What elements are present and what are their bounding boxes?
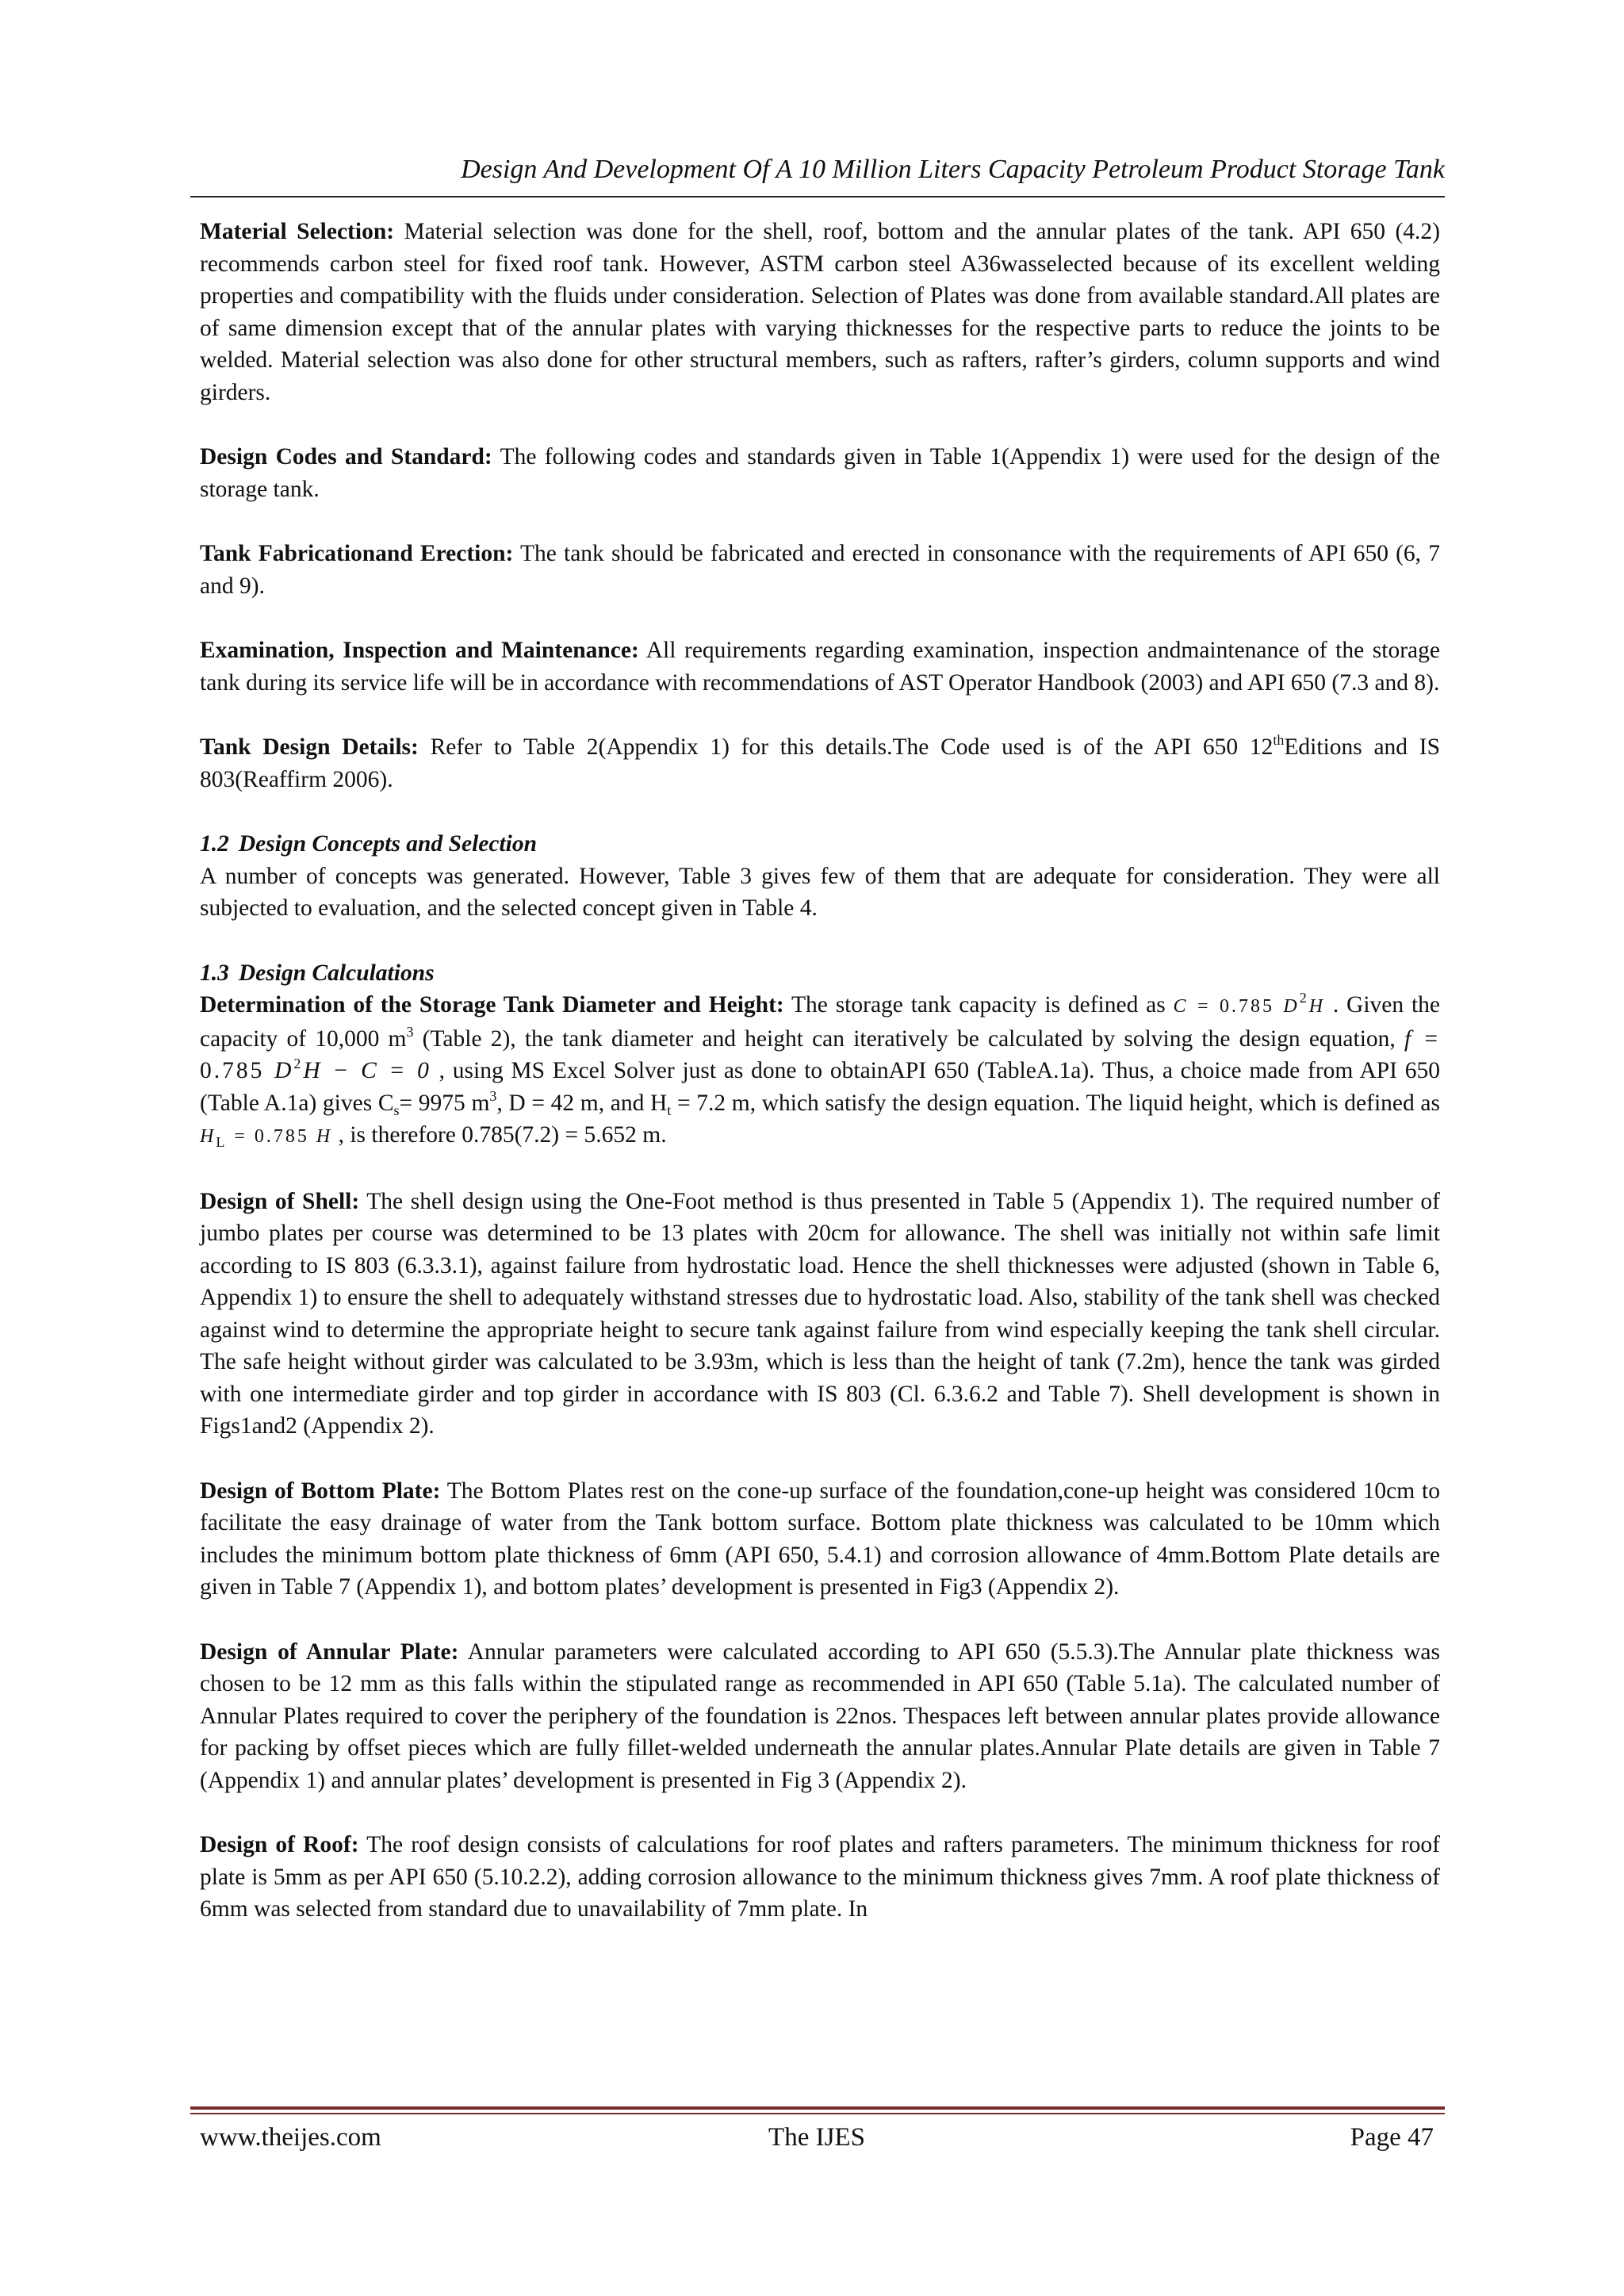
- paragraph-text: . Given the capacity of 10,000 m: [200, 992, 1440, 1052]
- paragraph-tank-fabrication: [200, 538, 1440, 602]
- paragraph-title: Design of Bottom Plate:: [200, 1478, 441, 1504]
- paragraph-title: Design Codes and Standard:: [200, 444, 492, 470]
- subscript: s: [393, 1102, 400, 1118]
- paragraph-text: The storage tank capacity is defined as: [783, 992, 1174, 1018]
- eq-operator: =: [227, 1126, 255, 1147]
- eq-number: 0.785: [254, 1126, 309, 1147]
- paragraph-text: , is therefore 0.785(7.2) = 5.652 m.: [332, 1122, 667, 1148]
- superscript: 3: [406, 1023, 414, 1040]
- paragraph-design-codes: [200, 441, 1440, 505]
- eq-symbol: H: [1308, 996, 1326, 1017]
- paragraph-annular-plate: [200, 1636, 1440, 1797]
- paragraph-text: = 9975 m: [399, 1090, 490, 1116]
- eq-symbol: H: [200, 1126, 216, 1147]
- eq-symbol: f: [1404, 1025, 1414, 1052]
- paragraph-title: Tank Fabricationand Erection:: [200, 541, 514, 566]
- paragraph-text: The shell design using the One-Foot method is thus presented in Table 5 (Appendix 1). The required number of jumbo plates per course was determined to be 13 plates with 20cm for allowance. The shell was initially not within safe limit according to IS 803 (6.3.3.1), against failure from hydrostatic load. Hence the shell thicknesses were adjusted (shown in Table 6, Appendix 1) to ensure the shell to adequately withstand stresses due to hydrostatic load. Also, stability of the tank shell was checked against wind to determine the appropriate height to secure tank against failure from wind especially keeping the tank shell circular. The safe height without girder was calculated to be 3.93m, which is less than the height of tank (7.2m), hence the tank was girded with one intermediate girder and top girder in accordance with IS 803 (Cl. 6.3.6.2 and Table 7). Shell development is shown in Figs1and2 (Appendix 2).: [200, 1188, 1440, 1439]
- eq-rest: H − C = 0: [303, 1058, 431, 1083]
- paragraph-title: Determination of the Storage Tank Diameter and Height:: [200, 992, 784, 1018]
- footer-rule: [190, 2106, 1445, 2110]
- footer-page-number: Page 47: [1350, 2123, 1434, 2152]
- header-rule: [190, 196, 1445, 197]
- paragraph-design-of-roof: [200, 1829, 1440, 1926]
- paragraph-text: The tank should be fabricated and erected in consonance with the requirements of API 650 (6, 7 and 9).: [200, 541, 1440, 599]
- paragraph-text: The Bottom Plates rest on the cone-up surface of the foundation,cone-up height was considered 10cm to facilitate the easy drainage of water from the Tank bottom surface. Bottom plate thickness was calculated to be 10mm which includes the minimum bottom plate thickness of 6mm (API 650, 5.4.1) and corrosion allowance of 4mm.Bottom Plate details are given in Table 7 (Appendix 1), and bottom plates’ development is presented in Fig3 (Appendix 2).: [200, 1478, 1440, 1600]
- eq-number: 0.785: [1219, 996, 1274, 1017]
- subscript: t: [667, 1102, 672, 1118]
- section-title: Design Calculations: [238, 960, 435, 986]
- eq-subscript: L: [216, 1134, 228, 1150]
- paragraph-text: Editions and IS 803(Reaffirm 2006).: [200, 734, 1440, 792]
- paragraph-design-concepts: A number of concepts was generated. However, Table 3 gives few of them that are adequate for consideration. They were all subjected to evaluation, and the selected concept given in Table 4.: [200, 863, 1440, 921]
- eq-symbol: D: [1274, 996, 1300, 1017]
- footer-journal: The IJES: [768, 2123, 865, 2152]
- section-number: 1.3: [200, 960, 229, 986]
- eq-operator: =: [1413, 1025, 1441, 1052]
- paragraph-title: Examination, Inspection and Maintenance:: [200, 638, 639, 663]
- page-footer: [200, 2118, 1434, 2157]
- paragraph-tank-design-details: [200, 731, 1440, 795]
- paragraph-text: The following codes and standards given in Table 1(Appendix 1) were used for the design of the storage tank.: [200, 444, 1440, 502]
- paragraph-title: Tank Design Details:: [200, 734, 419, 760]
- eq-exponent: 2: [293, 1056, 304, 1071]
- footer-rule-thin: [190, 2113, 1445, 2114]
- paragraph-text: All requirements regarding examination, inspection andmaintenance of the storage tank during its service life will be in accordance with recommendations of AST Operator Handbook (2003) and API 650 (7.3 and 8).: [200, 638, 1440, 696]
- paragraph-text: , using MS Excel Solver just as done to obtainAPI 650 (TableA.1a). Thus, a choice made from API 650 (Table A.1a) gives C: [200, 1058, 1440, 1116]
- paragraph-text: (Table 2), the tank diameter and height can iteratively be calculated by solving the design equation,: [413, 1025, 1404, 1052]
- equation-capacity: [1173, 990, 1326, 1017]
- section-heading-1-2: [200, 828, 1440, 861]
- paragraph-text: Material selection was done for the shell, roof, bottom and the annular plates of the tank. API 650 (4.2) recommends carbon steel for fixed roof tank. However, ASTM carbon steel A36wasselected because of its excellent welding properties and compatibility with the fluids under consideration. Selection of Plates was done from available standard.All plates are of same dimension except that of the annular plates with varying thicknesses for the respective parts to reduce the joints to be welded. Material selection was also done for other structural members, such as rafters, rafter’s girders, column supports and wind girders.: [200, 219, 1440, 405]
- paragraph-bottom-plate: [200, 1475, 1440, 1604]
- paragraph-material-selection: [200, 216, 1440, 408]
- footer-website: www.theijes.com: [200, 2123, 381, 2152]
- page-body: [200, 216, 1440, 1926]
- paragraph-title: Design of Annular Plate:: [200, 1639, 459, 1665]
- paragraph-text: Refer to Table 2(Appendix 1) for this details.The Code used is of the API 650 12: [418, 734, 1274, 760]
- paragraph-design-of-shell: [200, 1186, 1440, 1443]
- eq-operator: =: [1188, 996, 1220, 1017]
- paragraph-title: Design of Shell:: [200, 1188, 360, 1214]
- eq-symbol: D: [264, 1058, 294, 1083]
- paragraph-text: , D = 42 m, and H: [496, 1090, 668, 1116]
- paragraph-examination: [200, 634, 1440, 699]
- paragraph-title: Material Selection:: [200, 219, 395, 244]
- eq-number: 0.785: [200, 1058, 265, 1083]
- superscript: 3: [489, 1087, 497, 1104]
- paragraph-text: The roof design consists of calculations for roof plates and rafters parameters. The minimum thickness for roof plate is 5mm as per API 650 (5.10.2.2), adding corrosion allowance to the minimum thickness gives 7mm. A roof plate thickness of 6mm was selected from standard due to unavailability of 7mm plate. In: [200, 1832, 1440, 1922]
- paragraph-text: Annular parameters were calculated according to API 650 (5.5.3).The Annular plate thickness was chosen to be 12 mm as this falls within the stipulated range as recommended in API 650 (Table 5.1a). The calculated number of Annular Plates required to cover the periphery of the foundation is 22nos. Thespaces left between annular plates provide allowance for packing by offset pieces which are fully fillet-welded underneath the annular plates.Annular Plate details are given in Table 7 (Appendix 1) and annular plates’ development is presented in Fig 3 (Appendix 2).: [200, 1639, 1440, 1793]
- section-number: 1.2: [200, 831, 229, 857]
- superscript: th: [1273, 732, 1285, 748]
- section-title: Design Concepts and Selection: [238, 831, 538, 857]
- section-heading-1-3: [200, 957, 1440, 990]
- eq-symbol: C: [1173, 996, 1189, 1017]
- paragraph-text: = 7.2 m, which satisfy the design equation. The liquid height, which is defined as: [671, 1090, 1440, 1116]
- paragraph-title: Design of Roof:: [200, 1832, 359, 1857]
- paragraph-diameter-height: [200, 989, 1440, 1153]
- eq-symbol: H: [308, 1126, 333, 1147]
- eq-exponent: 2: [1299, 990, 1309, 1006]
- equation-liquid-height: [200, 1126, 333, 1150]
- running-head: Design And Development Of A 10 Million Liters Capacity Petroleum Product Storage Tank: [461, 155, 1445, 184]
